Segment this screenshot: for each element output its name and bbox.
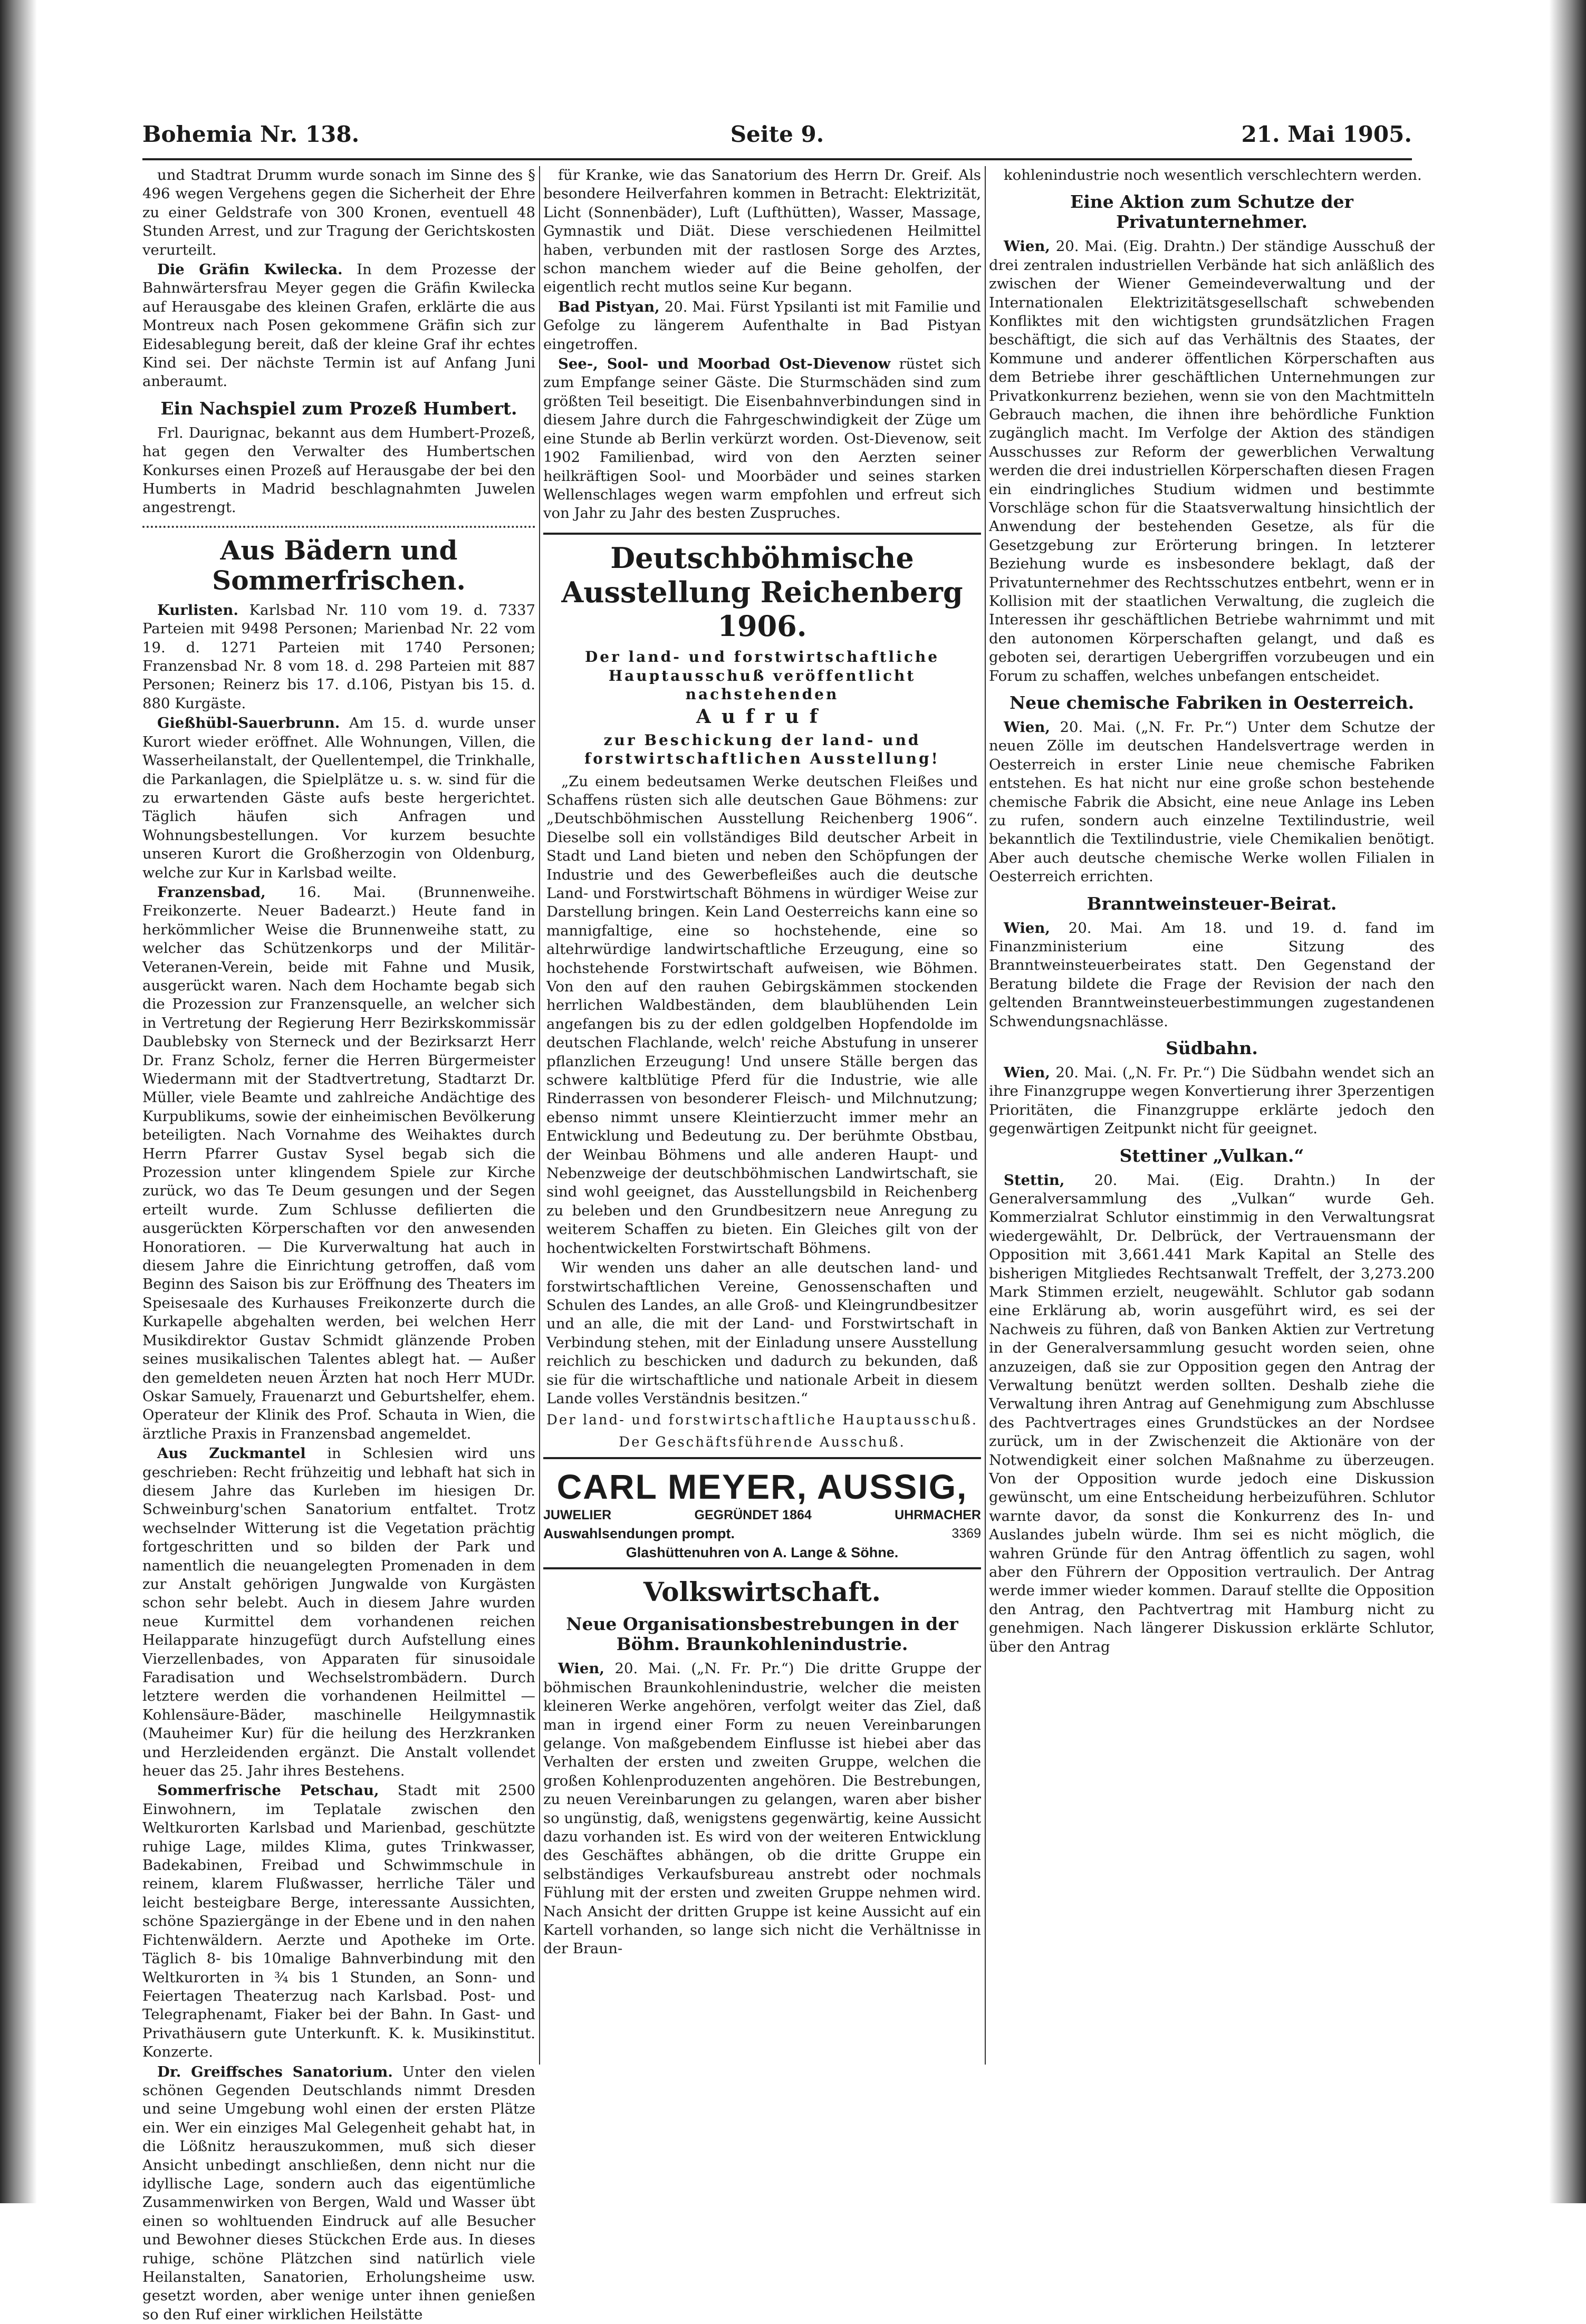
exhibition-kicker: Aufruf — [696, 706, 829, 728]
article-paragraph: für Kranke, wie das Sanatorium des Herrn Dr. Greif. Als besondere Heilverfahren kommen in Betracht: Elektrizität, Licht (Sonnenbäder), Luft (Lufthütten), Wasser, Massage, Gymnastik und Diät. Diese verschiedenen Heilmittel haben, verbunden mit der rastlosen Sorge des Arztes, schon manchem wieder auf die Beine geholfen, der eigentlich recht mutlos seine Kur begann. — [543, 167, 981, 296]
issue-date: 21. Mai 1905. — [1241, 121, 1412, 147]
article-lead: Die Gräfin Kwilecka. — [157, 261, 343, 278]
article-body: 20. Mai. (Eig. Drahtn.) In der Generalversammlung des „Vulkan“ wurde Geh. Kommerzialrat Schlutor einstimmig in den Verwaltungsrat wiedergewählt, Dr. Delbrück, der Vertrauensmann der Opposition mit 3,661.441 Mark Kapital an Stelle des bisherigen Mitgliedes Rechtsanwalt Treffelt, der 3,273.200 Mark Stimmen erzielt, neugewählt. Schlutor gab sodann eine Erklärung ab, worin ausgeführt wird, es sei der Nachweis zu führen, daß von Banken Aktien zur Vertretung in der Generalversammlung gesucht worden seien, ohne anzuzeigen, daß sie zur Opposition gegen den Antrag der Verwaltung benützt werden sollten. Deshalb ziehe die Verwaltung ihren Antrag auf Genehmigung zum Abschlusse des Pachtvertrages eines Grundstückes an der Nordsee zurück, um in der Zwischenzeit die Aktionäre von der Notwendigkeit einer solchen Maßnahme zu überzeugen. Von der Opposition wurde jedoch eine Diskussion gewünscht, um eine Entscheidung herbeizuführen. Schlutor warnte davor, da sonst die Konkurrenz des In- und Auslandes jubeln würde. Ihm sei es nicht möglich, die wahren Gründe für den Antrag öffentlich zu sagen, wohl aber den Führern der Opposition vertraulich. Der Antrag werde immer wieder kommen. Darauf stellte die Opposition den Antrag, den Pachtvertrag mit Hamburg nicht zu genehmigen. Nach längerer Diskussion erklärte Schlutor, über den Antrag — [989, 1171, 1435, 1655]
exhibition-signature: Der Geschäftsführende Ausschuß. — [619, 1434, 906, 1450]
exhibition-announcement — [543, 533, 981, 1459]
article-body: Karlsbad Nr. 110 vom 19. d. 7337 Parteien mit 9498 Personen; Marienbad Nr. 22 vom 19. d. 1271 Parteien mit 1740 Personen; Franzensbad Nr. 8 vom 18. d. 298 Parteien mit 887 Personen; Reinerz bis 17. d.106, Pistyan bis 15. d. 880 Kurgäste. — [142, 601, 535, 712]
article-lead: Kurlisten. — [157, 601, 238, 619]
column-right — [989, 166, 1435, 2065]
article-paragraph — [989, 919, 1435, 1031]
advertiser-offer-row — [543, 1525, 981, 1543]
article-lead: Franzensbad, — [157, 883, 266, 901]
exhibition-text: „Zu einem bedeutsamen Werke deutschen Fleißes und Schaffens rüsten sich alle deutschen Gaue Böhmens: zur „Deutschböhmischen Ausstellung Reichenberg 1906“. Dieselbe soll ein vollständiges Bild deutscher Arbeit in Stadt und Land bieten und neben den Schöpfungen der Industrie und des Gewerbefleißes auch die deutsche Land- und Forstwirtschaft Böhmens in würdiger Weise zur Darstellung bringen. Kein Land Oesterreichs kann eine so mannigfaltige, eine so hochstehende, eine so altehrwürdige landwirtschaftliche Erzeugung, eine so hochstehende Forstwirtschaft aufweisen, wie Böhmen. Von den auf den rauhen Gebirgskämmen stockenden herrlichen Waldbeständen, dem blaublühenden Lein angefangen bis zu der edlen goldgelben Hopfendolde im deutschen Flachlande, welch' reiche Abstufung in unserer pflanzlichen Erzeugung! Und unsere Ställe bergen das schwere kaltblütige Pferd für die Industrie, wie alle Rinderrassen von besonderer Fleisch- und Milchnutzung; ebenso nimmt unsere Kleintierzucht immer mehr an Entwicklung und Bedeutung zu. Der berühmte Obstbau, der Weinbau Böhmens und alle anderen Haupt- und Nebenzweige der deutschböhmischen Landwirtschaft, sie sind wohl geeignet, das Ausstellungsbild in Reichenberg zu beleben und den Grundbesitzern neue Anregung zu weiterem Schaffen zu bieten. Ein Gleiches gilt von der hochentwickelten Forstwirtschaft Böhmens. — [546, 773, 978, 1257]
article-paragraph — [142, 714, 535, 882]
page-header — [142, 121, 1412, 158]
article-headline: Eine Aktion zum Schutze der Privatunternehmer. — [1070, 191, 1353, 233]
article-body: rüstet sich zum Empfange seiner Gäste. Die Sturmschäden sind zum größten Teil beseitigt. Die Eisenbahnverbindungen sind in diesem Jahre durch die Fahrgeschwindigkeit der Züge um eine Stunde ab Berlin verkürzt worden. Ost-Dievenow, seit 1902 Familienbad, wird von den Aerzten seiner heilkräftigen Sool- und Moorbäder und seines starken Wellenschlages wegen warm empfohlen und erfreut sich von Jahr zu Jahr des besten Zuspruches. — [543, 355, 981, 522]
article-body: in Schlesien wird uns geschrieben: Recht frühzeitig und lebhaft hat sich in diesem Jahre das Kurleben im hiesigen Dr. Schweinburg'schen Sanatorium entfaltet. Trotz wechselnder Witterung ist die Vegetation prächtig fortgeschritten und so bilden der Park und namentlich die neuangelegten Promenaden in dem zur Anstalt gehörigen Jungwalde von Kurgästen schon sehr belebt. Auch in diesem Jahre wurden neue Kurmittel dem vorhandenen reichen Heilapparate hinzugefügt durch Aufstellung eines Vierzellenbades, von Apparaten für sinusoidale Faradisation und Wechselstrombädern. Durch letztere werden die vorhandenen Heilmittel — Kohlensäure-Bäder, maschinelle Heilgymnastik (Mauheimer Kur) für die heilung des Herzkranken und Herzleidenden ergänzt. Die Anstalt vollendet heuer das 25. Jahr ihres Bestehens. — [142, 1445, 536, 1780]
article-headline: Ein Nachspiel zum Prozeß Humbert. — [160, 398, 517, 419]
article-lead: Wien, — [1004, 238, 1050, 255]
article-headline: Neue chemische Fabriken in Oesterreich. — [1009, 692, 1415, 713]
article-paragraph: kohlenindustrie noch wesentlich verschlechtern werden. — [1004, 167, 1422, 184]
exhibition-signature: Der land- und forstwirtschaftliche Hauptausschuß. — [546, 1412, 978, 1429]
article-body: 20. Mai. („N. Fr. Pr.“) Die dritte Gruppe der böhmischen Braunkohlenindustrie, welcher die meisten kleineren Werke angehören, verfolgt weiter das Ziel, daß man in irgend einer Form zu neuen Vereinbarungen gelange. Von maßgebendem Einflusse ist hiebei aber das Verhalten der ersten und zweiten Gruppe, welchen die großen Kohlenproduzenten angehören. Die Bestrebungen, zu neuen Vereinbarungen zu gelangen, waren aber bisher so ungünstig, daß, wenigstens gegenwärtig, keine Aussicht dazu vorhanden ist. Es wird von der weiteren Entwicklung des Geschäftes abhängen, ob die dritte Gruppe ein selbständiges Verkaufsbureau anstrebt oder nochmals Fühlung mit der ersten und zweiten Gruppe nehmen wird. Nach Ansicht der dritten Gruppe ist keine Aussicht auf ein Kartell vorhanden, so lange sich nicht die Verhältnisse in der Braun- — [543, 1660, 981, 1957]
article-lead: Bad Pistyan, — [558, 298, 660, 315]
article-paragraph — [543, 1660, 981, 1959]
section-title: Volkswirtschaft. — [643, 1576, 881, 1607]
dotted-divider — [142, 526, 535, 528]
article-headline: Neue Organisationsbestrebungen in der Böhm. Braunkohlenindustrie. — [566, 1614, 958, 1655]
article-body: 20. Mai. Am 18. und 19. d. fand im Finanzministerium eine Sitzung des Branntweinsteuerbeirates statt. Den Gegenstand der Beratung bildete die Frage der Revision der nach den geltenden Branntweinsteuerbestimmungen zugestandenen Schwendungsnachlässe. — [989, 919, 1435, 1030]
article-paragraph: und Stadtrat Drumm wurde sonach im Sinne des § 496 wegen Vergehens gegen die Sicherheit der Ehre zu einer Geldstrafe von 300 Kronen, eventuell 48 Stunden Arrest, und zur Tragung der Gerichtskosten verurteilt. — [142, 167, 535, 258]
advertiser-products: Glashüttenuhren von A. Lange & Söhne. — [626, 1544, 899, 1560]
advertiser-offer: Auswahlsendungen prompt. — [543, 1526, 735, 1542]
article-paragraph — [142, 261, 535, 391]
article-paragraph — [989, 1064, 1435, 1139]
article-lead: Dr. Greiffsches Sanatorium. — [157, 2063, 393, 2080]
article-body: Stadt mit 2500 Einwohnern, im Teplatale zwischen den Weltkurorten Karlsbad und Marienbad, geschützte ruhige Lage, mildes Klima, gutes Trinkwasser, Badekabinen, Freibad und Schwimmschule in reinem, klarem Flußwasser, herrliche Täler und leicht besteigbare Berge, interessante Aussichten, schöne Spaziergänge in der Ebene und in den nahen Fichtenwäldern. Aerzte und Apotheke im Orte. Täglich 8- bis 10malige Bahnverbindung mit den Weltkurorten in ¾ bis 1 Stunden, an Sonn- und Feiertagen Theaterzug nach Karlsbad. Post- und Telegraphenamt, Fiaker bei der Bahn. In Gast- und Privathäusern gute Unterkunft. K. k. Musikinstitut. Konzerte. — [142, 1782, 535, 2061]
advertiser-name: CARL MEYER, AUSSIG, — [556, 1467, 968, 1507]
article-paragraph — [543, 298, 981, 354]
column-divider — [539, 166, 540, 2065]
article-lead: Sommerfrische Petschau, — [157, 1782, 379, 1799]
article-body: Unter den vielen schönen Gegenden Deutschlands nimmt Dresden und seine Umgebung wohl einen der ersten Plätze ein. Wer ein einziges Mal Gelegenheit gehabt hat, in die Lößnitz herauszukommen, muß sich dieser Ansicht unbedingt anschließen, denn nicht nur die idyllische Lage, sondern auch das eigentümliche Zusammenwirken von Bergen, Wald und Wasser übt einen so wohltuenden Eindruck auf alle Besucher und Bewohner dieses Stückchen Erde aus. In dieses ruhige, schöne Plätzchen sind natürlich viele Heilanstalten, Sanatorien, Erholungsheime usw. gesetzt worden, aber wenige unter ihnen genießen so den Ruf einer wirklichen Heilstätte — [142, 2063, 536, 2323]
article-paragraph: Frl. Daurignac, bekannt aus dem Humbert-Prozeß, hat gegen den Verwalter des Humbertschen Konkurses einen Prozeß auf Herausgabe der bei den Humberts in Madrid beschlagnahmten Juwelen angestrengt. — [142, 424, 535, 516]
exhibition-subtitle: Der land- und forstwirtschaftliche Hauptausschuß veröffentlicht nachstehenden — [584, 648, 940, 703]
column-left — [142, 166, 536, 2323]
article-paragraph — [142, 1781, 535, 2061]
article-body: 16. Mai. (Brunnenweihe. Freikonzerte. Neuer Badearzt.) Heute fand in herkömmlicher Weise die Brunnenweihe statt, zu welcher das Schützenkorps und der Militär-Veteranen-Verein, beide mit Fahne und Musik, ausgerückt waren. Nach dem Hochamte begab sich die Prozession zur Franzensquelle, an welcher sich in Vertretung der Regierung Herr Bezirkskommissär Daublebsky von Sterneck und der Bezirksarzt Herr Dr. Franz Scholz, ferner die Herren Bürgermeister Wiedermann mit der Stadtvertretung, Stadtarzt Dr. Müller, viele Beamte und zahlreiche Andächtige des Kurpublikums, sowie der einheimischen Bevölkerung beteiligten. Nach Vornahme des Weihaktes durch Herrn Pfarrer Gustav Sysel begab sich die Prozession unter klingendem Spiele zur Kirche zurück, wo das Te Deum gesungen und der Segen erteilt wurde. Zum Schlusse defilierten die ausgerückten Körperschaften vor den anwesenden Honoratioren. — Die Kurverwaltung hat auch in diesem Jahre die Einrichtung getroffen, daß vom Beginn des Saison bis zur Eröffnung des Theaters im Speisesaale des Kurhauses Freikonzerte durch die Kurkapelle abgehalten werden, bei welchen Herr Musikdirektor Gustav Schmidt glänzende Proben seines musikalischen Talentes ablegt hat. — Außer den gemeldeten neuen Ärzten hat noch Herr MUDr. Oskar Samuely, Frauenarzt und Geburtshelfer, ehem. Operateur der Klinik des Prof. Schauta in Wien, die ärztliche Praxis in Franzensbad angemeldet. — [142, 883, 535, 1442]
article-body: 20. Mai. (Eig. Drahtn.) Der ständige Ausschuß der drei zentralen industriellen Verbände hat sich anläßlich des zwischen der Wiener Gemeindeverwaltung und der Internationalen Elektrizitätsgesellschaft schwebenden Konfliktes mit den wichtigsten grundsätzlichen Fragen beschäftigt, die sich auf das Verhältnis des Staates, der Kommune und anderer öffentlichen Körperschaften aus dem Betriebe ihrer geschäftlichen Unternehmungen zur Privatkonkurrenz beziehen, wenn sie von den Machtmitteln Gebrauch machen, die ihnen ihre behördliche Funktion zugänglich macht. Im Verfolge der Aktion des ständigen Ausschusses zur Reform der gewerblichen Verwaltung werden die drei industriellen Körperschaften diesen Fragen ein eindringliches Studium widmen und bestimmte Vorschläge schon für die Staatsverwaltung hinsichtlich der Anwendung der bestehenden Gesetze, als für die Gesetzgebung zur Erörterung bringen. In letzterer Beziehung wurde es insbesondere beklagt, daß der Privatunternehmer des Rechtsschutzes entbehrt, wenn er in Kollision mit der staatlichen Verwaltung, die zugleich die Interessen ihr geschäftlichen Betriebe wahrnimmt und mit den autonomen Körperschaften gelangt, und daß es geboten sei, derartigen Uebergriffen vorzubeugen und ein Forum zu schaffen, welches unbefangen entscheidet. — [989, 238, 1435, 684]
article-lead: See-, Sool- und Moorbad Ost-Dievenow — [558, 355, 891, 373]
article-body: 20. Mai. Fürst Ypsilanti ist mit Familie und Gefolge zu längerem Aufenthalte in Bad Pistyan eingetroffen. — [543, 298, 981, 353]
header-rule — [142, 158, 1412, 160]
article-paragraph — [142, 883, 535, 1443]
article-paragraph — [989, 237, 1435, 686]
article-body: Am 15. d. wurde unser Kurort wieder eröffnet. Alle Wohnungen, Villen, die Wasserheilanstalt, der Quellentempel, die Trinkhalle, die Parkanlagen, die Spielplätze u. s. w. sind für die zu erwartenden Gäste aufs beste hergerichtet. Täglich häufen sich Anfragen und Wohnungsbestellungen. Vor kurzem besuchte unseren Kurort die Großherzogin von Oldenburg, welche zur Kur in Karlsbad weilte. — [142, 715, 535, 881]
section-title: Aus Bädern und Sommerfrischen. — [212, 534, 466, 596]
article-body: In dem Prozesse der Bahnwärtersfrau Meyer gegen die Gräfin Kwilecka auf Herausgabe des kleinen Grafen, erklärte die aus Montreux nach Posen gekommene Gräfin sich zur Eidesablegung bereit, daß der kleine Graf ihr echtes Kind sei. Der nächste Termin ist auf Anfang Juni anberaumt. — [142, 261, 536, 390]
article-lead: Wien, — [558, 1660, 604, 1677]
exhibition-title: Deutschböhmische Ausstellung Reichenberg 1906. — [561, 541, 963, 643]
trade-founded: GEGRÜNDET 1864 — [694, 1507, 812, 1522]
trade-right: UHRMACHER — [895, 1507, 981, 1522]
advertiser-trades — [543, 1506, 981, 1525]
article-lead: Wien, — [1004, 718, 1050, 736]
scan-edge-right — [1549, 0, 1586, 2203]
trade-left: JUWELIER — [543, 1507, 612, 1522]
article-paragraph — [989, 718, 1435, 886]
article-lead: Aus Zuckmantel — [157, 1445, 306, 1462]
article-paragraph — [142, 2063, 535, 2324]
exhibition-purpose: zur Beschickung der land- und forstwirtschaftlichen Ausstellung! — [584, 731, 940, 768]
jeweler-advertisement — [543, 1464, 981, 1569]
article-lead: Wien, — [1004, 919, 1050, 937]
article-paragraph — [543, 355, 981, 523]
article-body: 20. Mai. („N. Fr. Pr.“) Unter dem Schutze der neuen Zölle im deutschen Handelsvertrage werden in Oesterreich in erster Linie neue chemische Fabriken entstehen. Es hat nicht nur eine große schon bestehende chemische Fabrik die Absicht, eine neue Anlage ins Leben zu rufen, sondern auch einzelne Textilindustrie, weil bekanntlich die Textilindustrie, viele Chemikalien benötigt. Aber auch deutsche chemische Werke wollen Filialen in Oesterreich errichten. — [989, 718, 1435, 885]
article-lead: Wien, — [1004, 1064, 1050, 1081]
article-body: 20. Mai. („N. Fr. Pr.“) Die Südbahn wendet sich an ihre Finanzgruppe wegen Konvertierung ihrer 3perzentigen Prioritäten, die Finanzgruppe erklärte jedoch den gegenwärtigen Zeitpunkt nicht für geeignet. — [989, 1064, 1435, 1137]
column-divider — [985, 166, 986, 2065]
column-middle — [543, 166, 981, 2065]
article-headline: Branntweinsteuer-Beirat. — [1087, 893, 1337, 914]
article-paragraph — [142, 1444, 535, 1780]
article-lead: Stettin, — [1004, 1171, 1065, 1189]
article-headline: Stettiner „Vulkan.“ — [1119, 1145, 1304, 1166]
article-paragraph — [989, 1171, 1435, 1657]
advertiser-code: 3369 — [951, 1526, 981, 1541]
issue-label: Bohemia Nr. 138. — [142, 121, 360, 147]
article-lead: Gießhübl-Sauerbrunn. — [157, 715, 340, 732]
exhibition-text: Wir wenden uns daher an alle deutschen land- und forstwirtschaftlichen Vereine, Genossenschaften und Schulen des Landes, an alle Groß- und Kleingrundbesitzer und an alle, die mit der Land- und Forstwirtschaft in Verbindung stehen, mit der Einladung unsere Ausstellung reichlich zu beschicken und dadurch zu bekunden, daß sie für die wirtschaftliche und nationale Arbeit in diesem Lande volles Verständnis besitzen.“ — [546, 1259, 978, 1407]
scan-edge-left — [0, 0, 37, 2203]
page-number: Seite 9. — [730, 121, 824, 147]
article-headline: Südbahn. — [1166, 1038, 1258, 1058]
article-paragraph — [142, 601, 535, 713]
